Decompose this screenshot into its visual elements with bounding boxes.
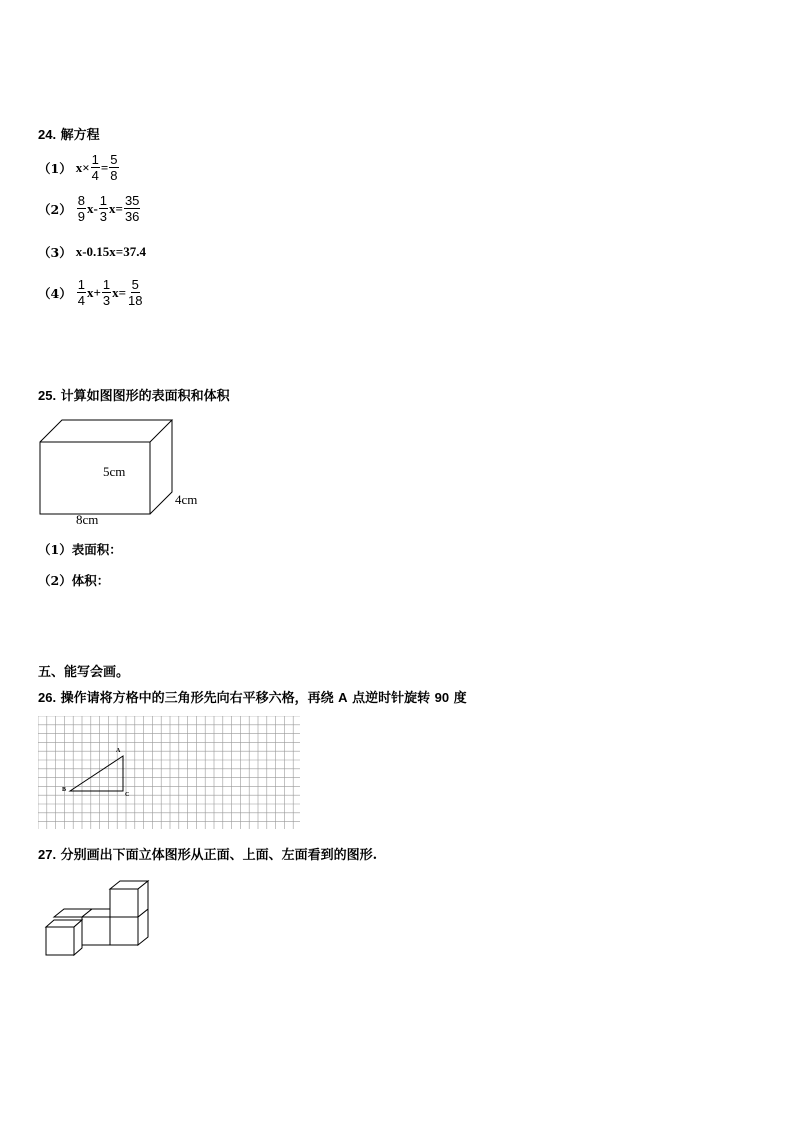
cube-front-face — [110, 889, 138, 917]
section-heading: 五、能写会画。 — [38, 665, 130, 680]
fraction — [124, 193, 140, 224]
denominator: 4 — [91, 168, 99, 183]
q26-title — [38, 687, 467, 706]
numerator: 8 — [77, 193, 85, 208]
fraction — [91, 152, 100, 183]
fraction — [77, 277, 86, 308]
item-label: （4） — [38, 285, 72, 301]
grid-figure — [38, 716, 300, 829]
q26-text-tail: 点逆时针旋转 — [352, 691, 431, 706]
numerator: 35 — [124, 193, 140, 208]
fraction — [102, 277, 111, 308]
q24-number: 24. — [38, 127, 57, 142]
denominator: 3 — [102, 293, 111, 308]
eq-part: x- — [86, 200, 98, 216]
q24-text: 解方程 — [60, 128, 100, 143]
label-b: B — [62, 787, 67, 793]
q26-text: 操作请将方格中的三角形先向右平移六格，再绕 — [60, 691, 334, 706]
numerator: 5 — [110, 152, 118, 167]
eq-part: x× — [75, 159, 90, 175]
q25-number: 25. — [38, 388, 57, 403]
q25-text: 计算如图图形的表面积和体积 — [60, 389, 230, 404]
numerator: 1 — [99, 193, 108, 208]
dim-height-label: 5cm — [103, 464, 126, 479]
q27-number: 27. — [38, 847, 57, 862]
q26-unit: 度 — [453, 691, 467, 706]
item-label: （3） — [38, 245, 72, 260]
dim-width-label: 4cm — [175, 492, 198, 507]
label-a: A — [116, 748, 121, 754]
item-label: （2） — [38, 201, 72, 217]
q27-text: 分别画出下面立体图形从正面、上面、左面看到的图形. — [60, 848, 378, 863]
numerator: 1 — [102, 277, 111, 292]
q25-surface-area: （1）表面积： — [38, 542, 122, 557]
cube-front-face — [82, 917, 110, 945]
cuboid-figure — [30, 412, 220, 530]
numerator: 1 — [77, 277, 85, 292]
q25-title — [38, 385, 230, 404]
q24-equation-3 — [38, 243, 146, 261]
cube-front-face — [110, 917, 138, 945]
cuboid-top-face — [40, 420, 172, 442]
denominator: 36 — [124, 209, 140, 224]
cuboid-side-face — [150, 420, 172, 514]
eq-part: = — [100, 159, 109, 175]
q24-equation-4 — [38, 277, 144, 308]
cube-stack-figure — [40, 878, 152, 960]
q25-volume: （2）体积： — [38, 573, 110, 588]
q26-point-letter: A — [338, 690, 348, 705]
cube-front-face — [46, 927, 74, 955]
q24-equation-1 — [38, 152, 120, 183]
q26-angle: 90 — [434, 690, 450, 705]
eq-part: x= — [112, 284, 127, 300]
numerator: 5 — [131, 277, 139, 292]
eq-part: x-0.15x=37.4 — [75, 244, 146, 259]
fraction — [77, 193, 86, 224]
q24-equation-2 — [38, 193, 141, 224]
q24-title — [38, 124, 100, 143]
denominator: 3 — [99, 209, 108, 224]
cuboid-front-face — [40, 442, 150, 514]
denominator: 4 — [77, 293, 85, 308]
denominator: 8 — [110, 168, 118, 183]
q27-title — [38, 844, 377, 863]
fraction — [127, 277, 143, 308]
item-label: （1） — [38, 160, 72, 176]
eq-part: x= — [109, 200, 123, 216]
denominator: 9 — [77, 209, 85, 224]
dim-length-label: 8cm — [76, 512, 99, 527]
grid-lines — [38, 716, 300, 829]
eq-part: x+ — [86, 284, 101, 300]
fraction — [109, 152, 118, 183]
denominator: 18 — [128, 293, 143, 308]
fraction — [99, 193, 108, 224]
triangle-abc — [70, 756, 123, 791]
numerator: 1 — [91, 152, 99, 167]
q26-number: 26. — [38, 690, 57, 705]
label-c: C — [125, 792, 130, 798]
